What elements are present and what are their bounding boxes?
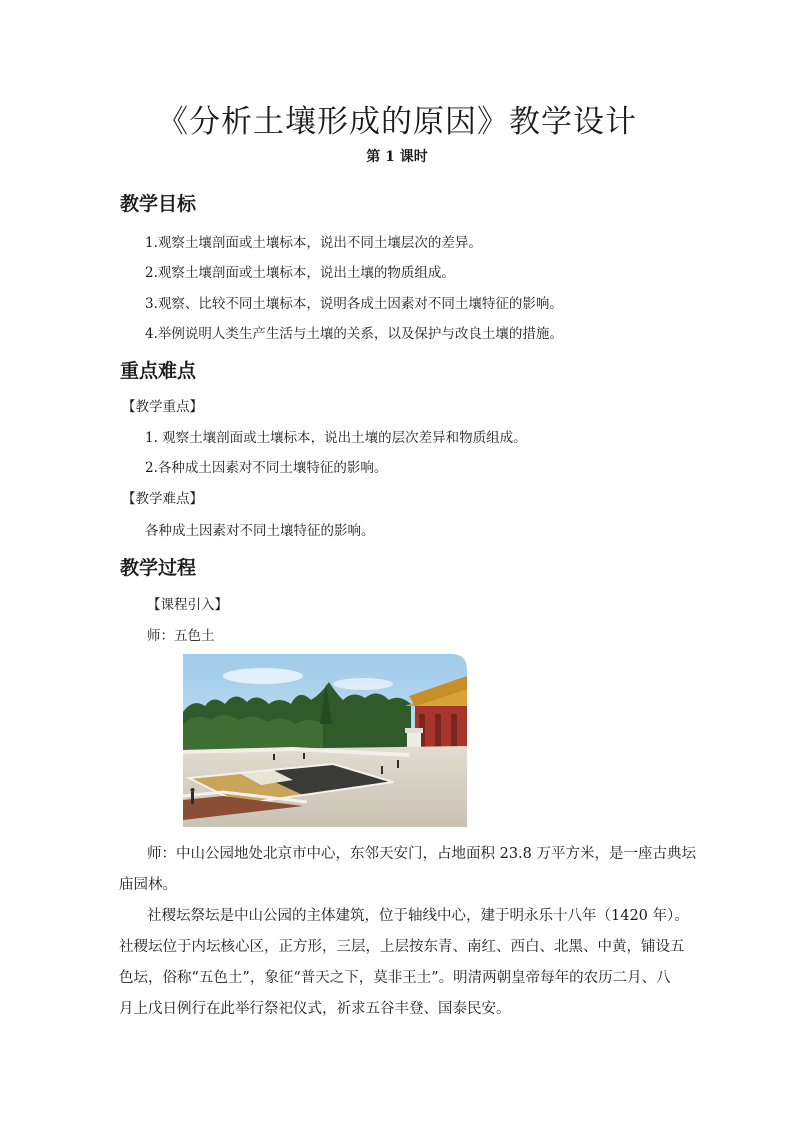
objective-item: 2.观察土壤剖面或土壤标本，说出土壤的物质组成。 [145, 265, 455, 281]
paragraph-line: 师：中山公园地处北京市中心，东邻天安门，占地面积 23.8 万平方米，是一座古典坛 [147, 846, 697, 862]
process-heading: 教学过程 [120, 557, 197, 579]
teacher-caption: 师：五色土 [147, 628, 215, 644]
objective-item: 3.观察、比较不同土壤标本，说明各成土因素对不同土壤特征的影响。 [145, 296, 563, 312]
difficulty-text: 各种成土因素对不同土壤特征的影响。 [145, 523, 375, 539]
paragraph-line: 月上戊日例行在此举行祭祀仪式，祈求五谷丰登、国泰民安。 [119, 1001, 511, 1017]
five-color-soil-photo [183, 654, 467, 827]
paragraph-line: 庙园林。 [119, 877, 177, 893]
objectives-heading: 教学目标 [120, 193, 197, 215]
focus-label: 【教学重点】 [122, 399, 203, 415]
key-points-heading: 重点难点 [120, 360, 197, 382]
intro-label: 【课程引入】 [147, 597, 228, 613]
objective-item: 1.观察土壤剖面或土壤标本，说出不同土壤层次的差异。 [145, 235, 482, 251]
difficulty-label: 【教学难点】 [122, 491, 203, 507]
focus-item: 2.各种成土因素对不同土壤特征的影响。 [145, 460, 388, 476]
page-title: 《分析土壤形成的原因》教学设计 [157, 104, 637, 140]
lesson-subtitle: 第 1 课时 [366, 149, 428, 165]
focus-item: 1. 观察土壤剖面或土壤标本，说出土壤的层次差异和物质组成。 [145, 430, 527, 446]
objective-item: 4.举例说明人类生产生活与土壤的关系，以及保护与改良土壤的措施。 [145, 326, 563, 342]
paragraph-line: 色坛，俗称“五色土”，象征“普天之下，莫非王土”。明清两朝皇帝每年的农历二月、八 [119, 970, 671, 986]
paragraph-line: 社稷坛位于内坛核心区，正方形，三层，上层按东青、南红、西白、北黑、中黄，铺设五 [119, 939, 685, 955]
paragraph-line: 社稷坛祭坛是中山公园的主体建筑，位于轴线中心，建于明永乐十八年（1420 年）。 [147, 908, 689, 924]
